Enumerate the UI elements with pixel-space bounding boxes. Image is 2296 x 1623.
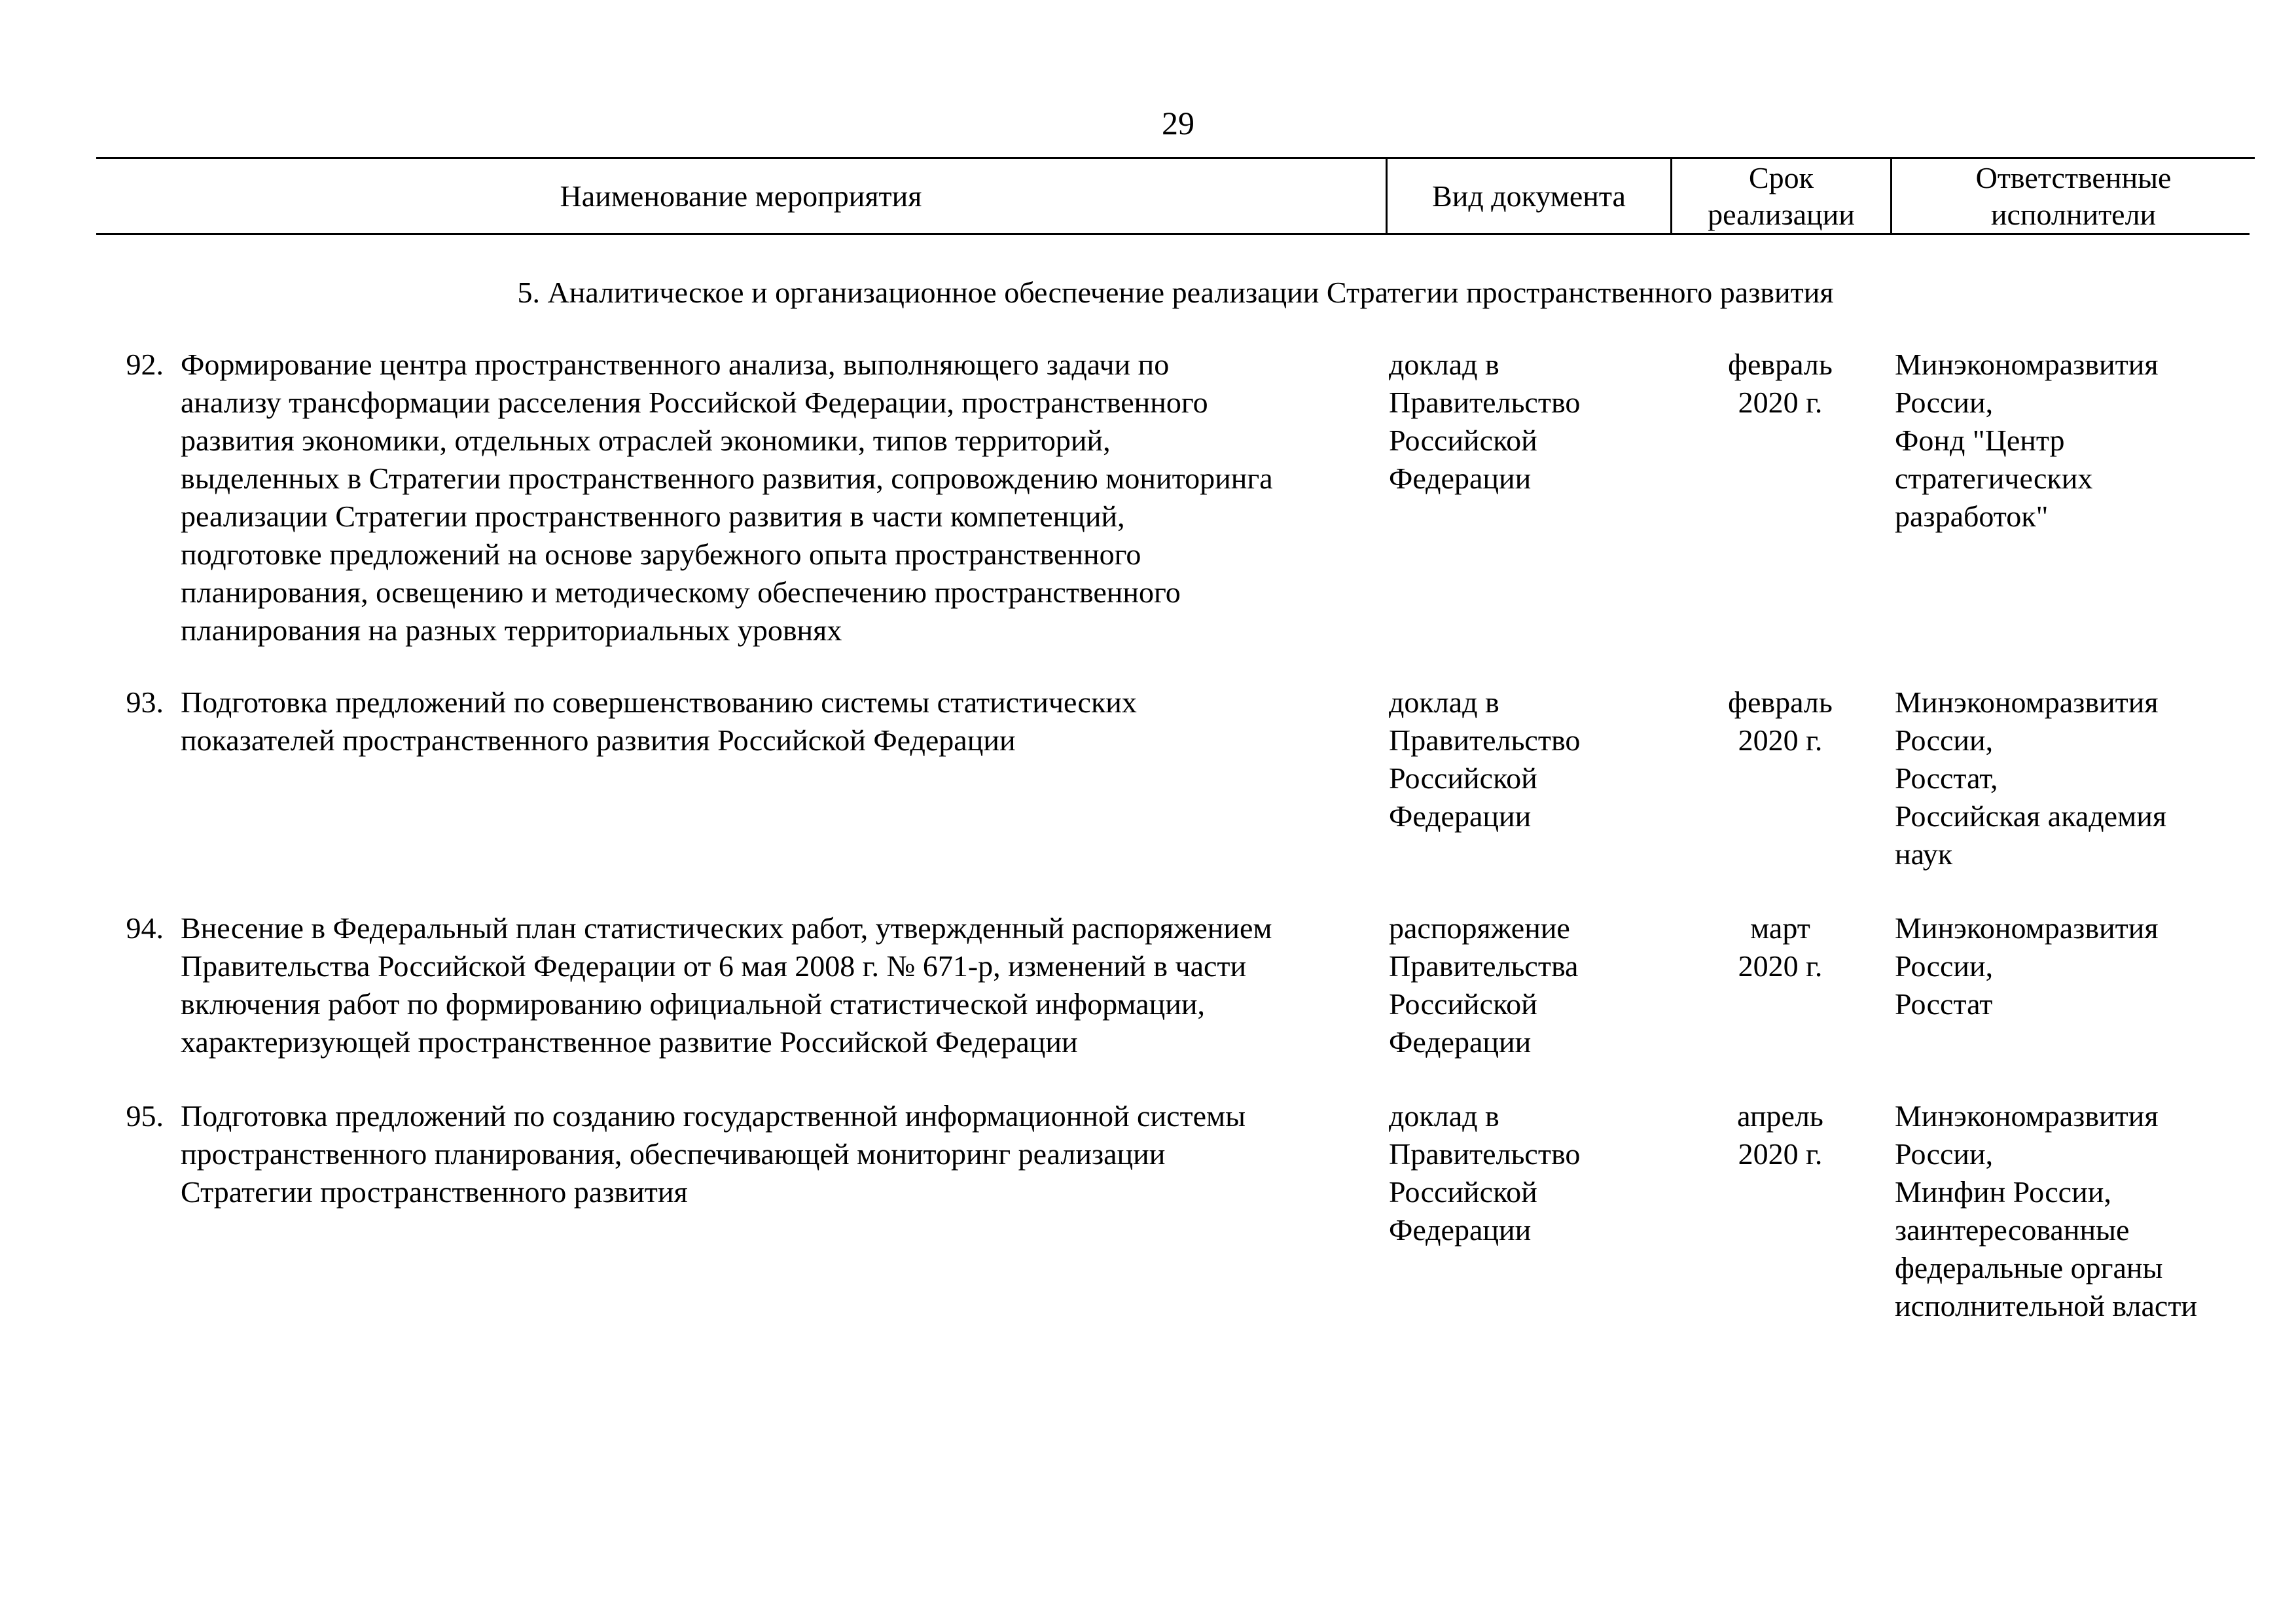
row-term: февраль 2020 г. bbox=[1728, 685, 1833, 757]
row-responsible: Минэкономразвития России, Росстат, Российская академия наук bbox=[1895, 685, 2166, 871]
row-term: апрель 2020 г. bbox=[1737, 1099, 1823, 1171]
header-bottom-rule bbox=[96, 233, 2250, 235]
header-col-resp bbox=[1892, 159, 2255, 233]
row-number: 93. bbox=[126, 685, 164, 719]
row-number: 92. bbox=[126, 348, 164, 381]
section-title: 5. Аналитическое и организационное обеспечение реализации Стратегии пространственного развития bbox=[517, 276, 1834, 309]
row-doc-type: доклад в Правительство Российской Федерации bbox=[1389, 685, 1581, 833]
header-col-resp-label: Ответственные исполнители bbox=[1975, 160, 2172, 231]
row-term: февраль 2020 г. bbox=[1728, 348, 1833, 419]
row-name: Внесение в Федеральный план статистических работ, утвержденный распоряжением Правительства Российской Федерации от 6 мая 2008 г. № 671-р, изменений в части включения работ по формированию официальной статистической информации, характеризующей пространственное развитие Российской Федерации bbox=[181, 911, 1272, 1059]
row-name: Подготовка предложений по совершенствованию системы статистических показателей пространственного развития Российской Федерации bbox=[181, 685, 1137, 757]
header-col-name bbox=[96, 159, 1386, 233]
row-name: Формирование центра пространственного анализа, выполняющего задачи по анализу трансформации расселения Российской Федерации, пространственного развития экономики, отдельных отраслей экономики, типов территорий, выделенных в Стратегии пространственного развития, сопровождению мониторинга реализации Стратегии пространственного развития в части компетенций, подготовке предложений на основе зарубежного опыта пространственного планирования, освещению и методическому обеспечению пространственного планирования на разных территориальных уровнях bbox=[181, 348, 1273, 647]
row-term: март 2020 г. bbox=[1738, 911, 1823, 983]
row-responsible: Минэкономразвития России, Минфин России, заинтересованные федеральные органы исполнительной власти bbox=[1895, 1099, 2198, 1322]
page-number: 29 bbox=[1162, 105, 1194, 141]
header-col-name-label: Наименование мероприятия bbox=[560, 179, 922, 213]
row-responsible: Минэкономразвития России, Фонд "Центр стратегических разработок" bbox=[1895, 348, 2159, 533]
header-col-term bbox=[1672, 159, 1890, 233]
row-name: Подготовка предложений по созданию государственной информационной системы пространственного планирования, обеспечивающей мониторинг реализации Стратегии пространственного развития bbox=[181, 1099, 1246, 1209]
row-responsible: Минэкономразвития России, Росстат bbox=[1895, 911, 2159, 1021]
row-doc-type: распоряжение Правительства Российской Федерации bbox=[1389, 911, 1579, 1059]
row-doc-type: доклад в Правительство Российской Федерации bbox=[1389, 1099, 1581, 1247]
row-doc-type: доклад в Правительство Российской Федерации bbox=[1389, 348, 1581, 495]
header-col-doc-label: Вид документа bbox=[1432, 179, 1626, 213]
header-col-doc bbox=[1388, 159, 1670, 233]
row-number: 95. bbox=[126, 1099, 164, 1133]
header-col-term-label: Срок реализации bbox=[1708, 160, 1855, 231]
row-number: 94. bbox=[126, 911, 164, 945]
